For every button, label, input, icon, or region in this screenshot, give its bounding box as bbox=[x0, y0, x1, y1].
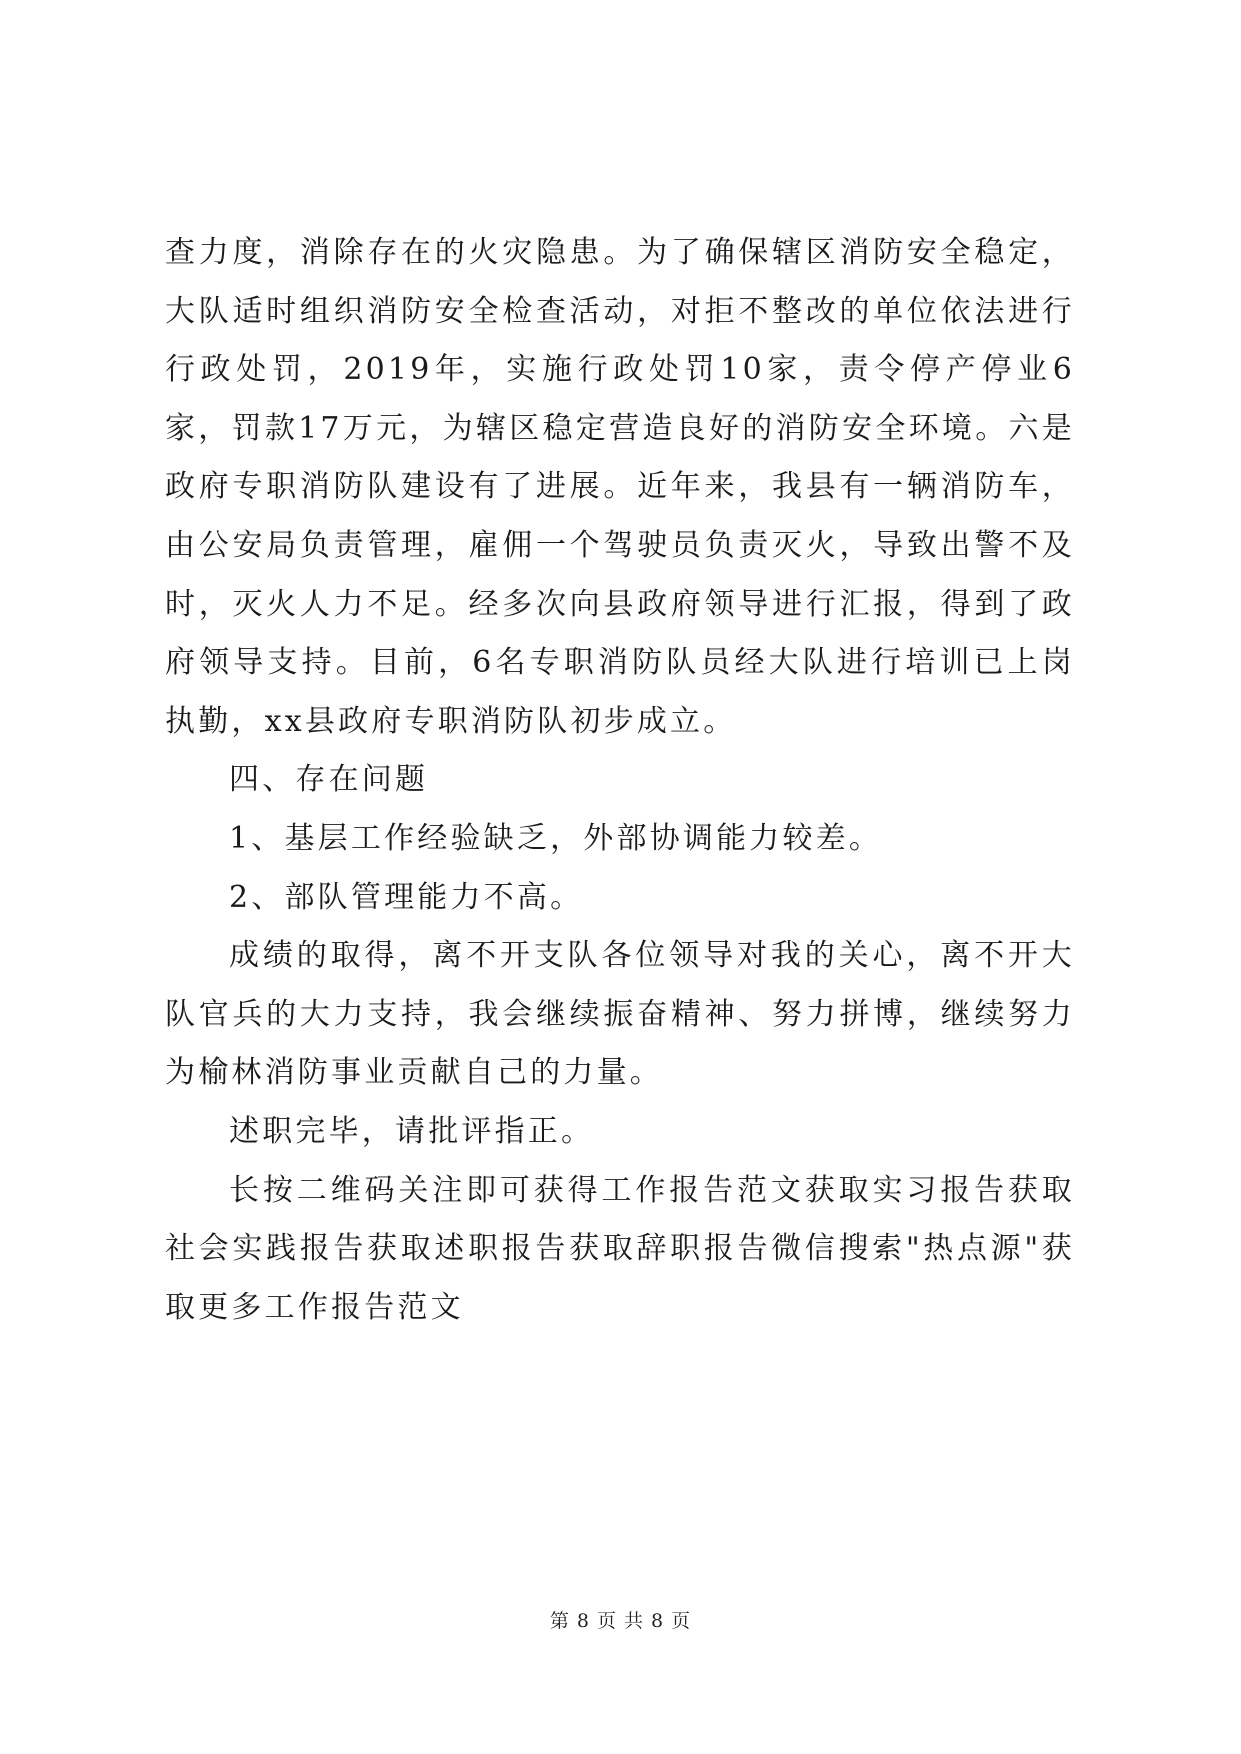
page-number-footer: 第 8 页 共 8 页 bbox=[549, 1610, 692, 1632]
paragraph-promo: 长按二维码关注即可获得工作报告范文获取实习报告获取社会实践报告获取述职报告获取辞职报告微信搜索"热点源"获取更多工作报告范文 bbox=[165, 1172, 1075, 1325]
problem-item-1: 1、基层工作经验缺乏，外部协调能力较差。 bbox=[229, 820, 883, 856]
paragraph-closing: 述职完毕，请批评指正。 bbox=[229, 1113, 595, 1149]
paragraph-conclusion: 成绩的取得，离不开支队各位领导对我的关心，离不开大队官兵的大力支持，我会继续振奋精神、努力拼博，继续努力为榆林消防事业贡献自己的力量。 bbox=[165, 938, 1075, 1091]
document-body bbox=[165, 224, 1075, 1337]
section-heading-problems: 四、存在问题 bbox=[229, 762, 429, 798]
problem-item-2: 2、部队管理能力不高。 bbox=[229, 879, 584, 915]
paragraph-continuation: 查力度，消除存在的火灾隐患。为了确保辖区消防安全稳定，大队适时组织消防安全检查活动，对拒不整改的单位依法进行行政处罚，2019年，实施行政处罚10家，责令停产停业6家，罚款17万元，为辖区稳定营造良好的消防安全环境。六是政府专职消防队建设有了进展。近年来，我县有一辆消防车，由公安局负责管理，雇佣一个驾驶员负责灭火，导致出警不及时，灭火人力不足。经多次向县政府领导进行汇报，得到了政府领导支持。目前，6名专职消防队员经大队进行培训已上岗执勤，xx县政府专职消防队初步成立。 bbox=[165, 235, 1075, 739]
